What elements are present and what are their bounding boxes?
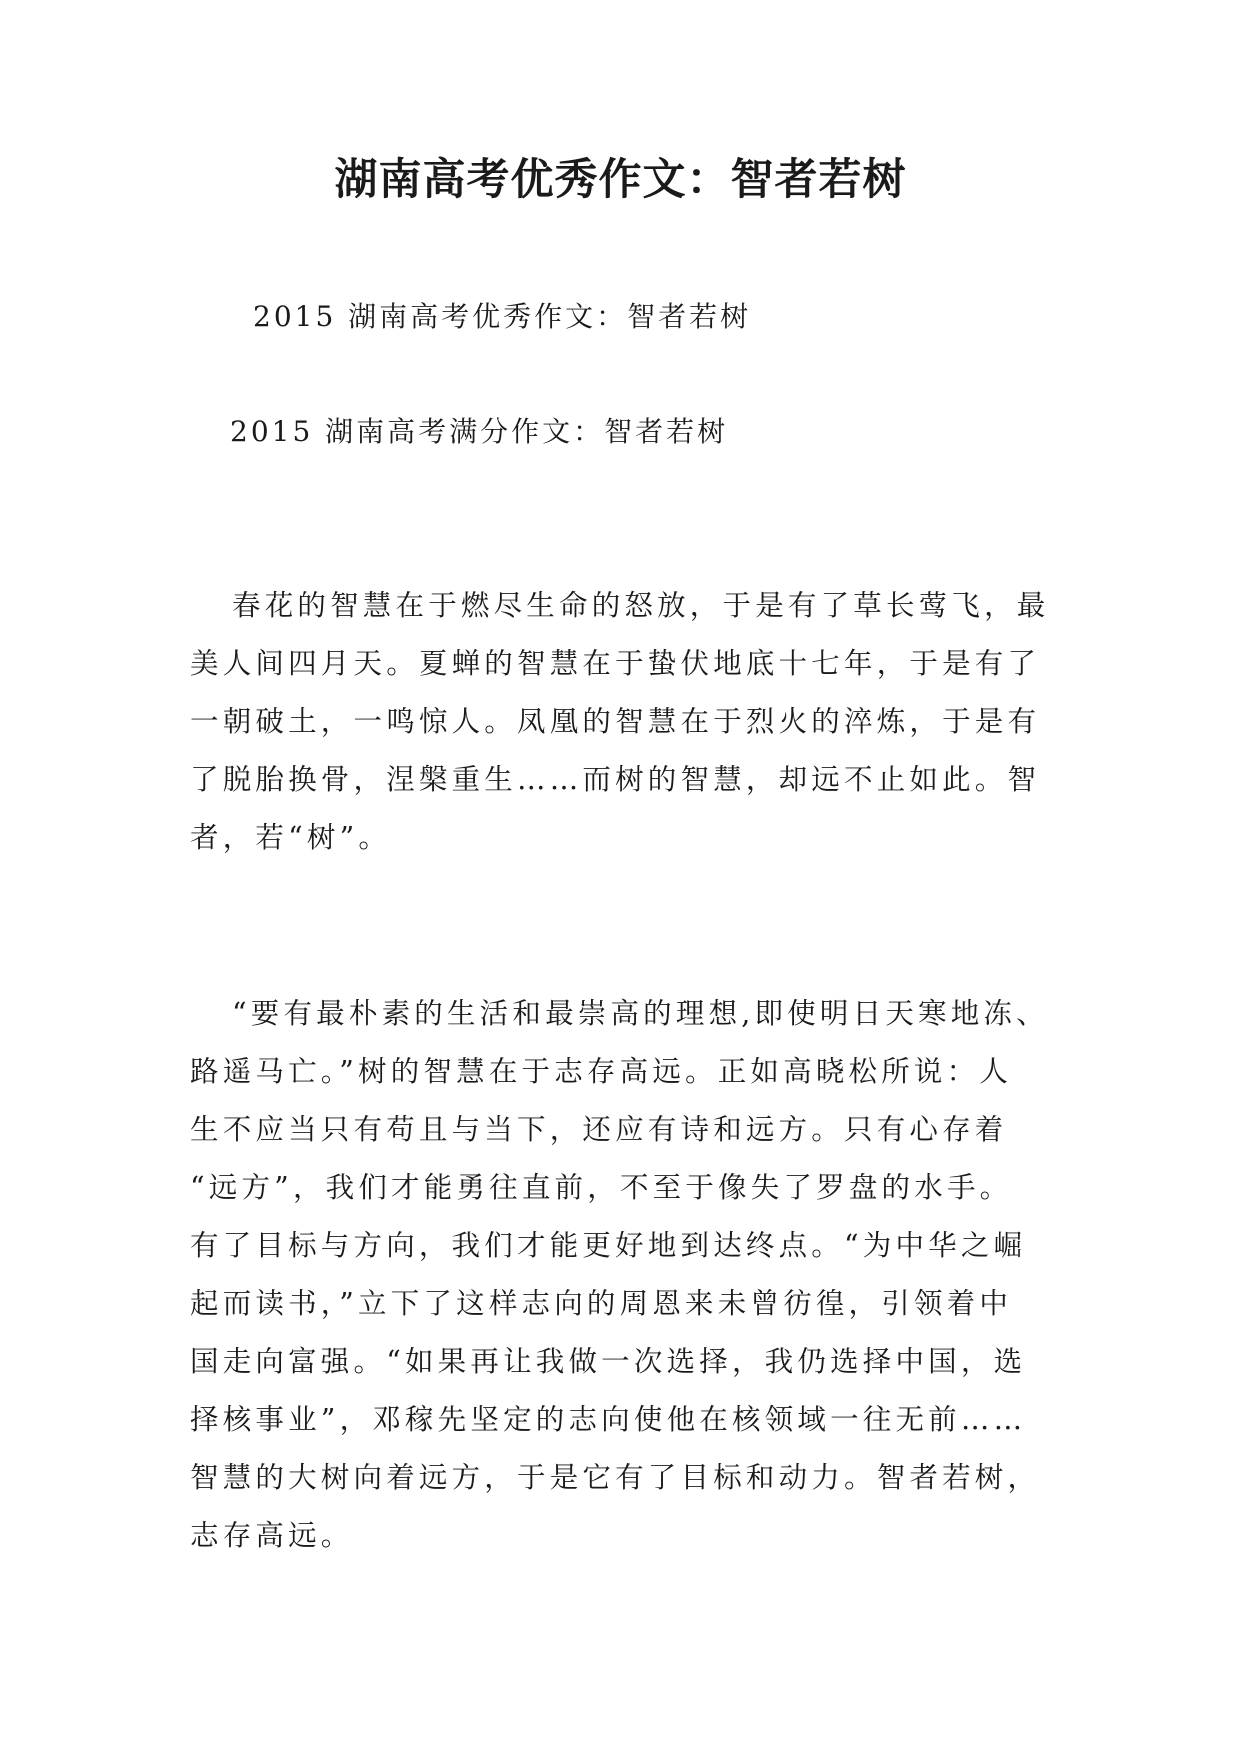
document-title: 湖南高考优秀作文：智者若树 <box>334 155 907 205</box>
paragraph-line: 有了目标与方向，我们才能更好地到达终点。“为中华之崛 <box>190 1229 1027 1262</box>
paragraph-line: 国走向富强。“如果再让我做一次选择，我仍选择中国，选 <box>190 1345 1027 1378</box>
paragraph-line: 生不应当只有苟且与当下，还应有诗和远方。只有心存着 <box>190 1113 1008 1146</box>
paragraph-line: 者，若“树”。 <box>190 821 392 854</box>
paragraph-line: 了脱胎换骨，涅槃重生……而树的智慧，却远不止如此。智 <box>190 763 1041 796</box>
subtitle-line-2: 2015 湖南高考满分作文：智者若树 <box>230 415 729 448</box>
paragraph-line: 路遥马亡。”树的智慧在于志存高远。正如高晓松所说：人 <box>190 1055 1013 1088</box>
paragraph-line: “远方”，我们才能勇往直前，不至于像失了罗盘的水手。 <box>190 1171 1013 1204</box>
paragraph-line: 春花的智慧在于燃尽生命的怒放，于是有了草长莺飞，最 <box>232 589 1050 622</box>
paragraph-line: 起而读书，”立下了这样志向的周恩来未曾彷徨，引领着中 <box>190 1287 1013 1320</box>
subtitle-line-1: 2015 湖南高考优秀作文：智者若树 <box>253 300 752 333</box>
paragraph-line: 择核事业”，邓稼先坚定的志向使他在核领域一往无前…… <box>190 1403 1027 1436</box>
paragraph-1 <box>190 577 1060 867</box>
paragraph-line: 美人间四月天。夏蝉的智慧在于蛰伏地底十七年，于是有了 <box>190 647 1041 680</box>
paragraph-line: “要有最朴素的生活和最崇高的理想,即使明日天寒地冻、 <box>232 997 1049 1030</box>
paragraph-line: 一朝破土，一鸣惊人。凤凰的智慧在于烈火的淬炼，于是有 <box>190 705 1041 738</box>
paragraph-2 <box>190 985 1060 1565</box>
paragraph-line: 志存高远。 <box>190 1519 354 1552</box>
paragraph-line: 智慧的大树向着远方，于是它有了目标和动力。智者若树， <box>190 1461 1041 1494</box>
